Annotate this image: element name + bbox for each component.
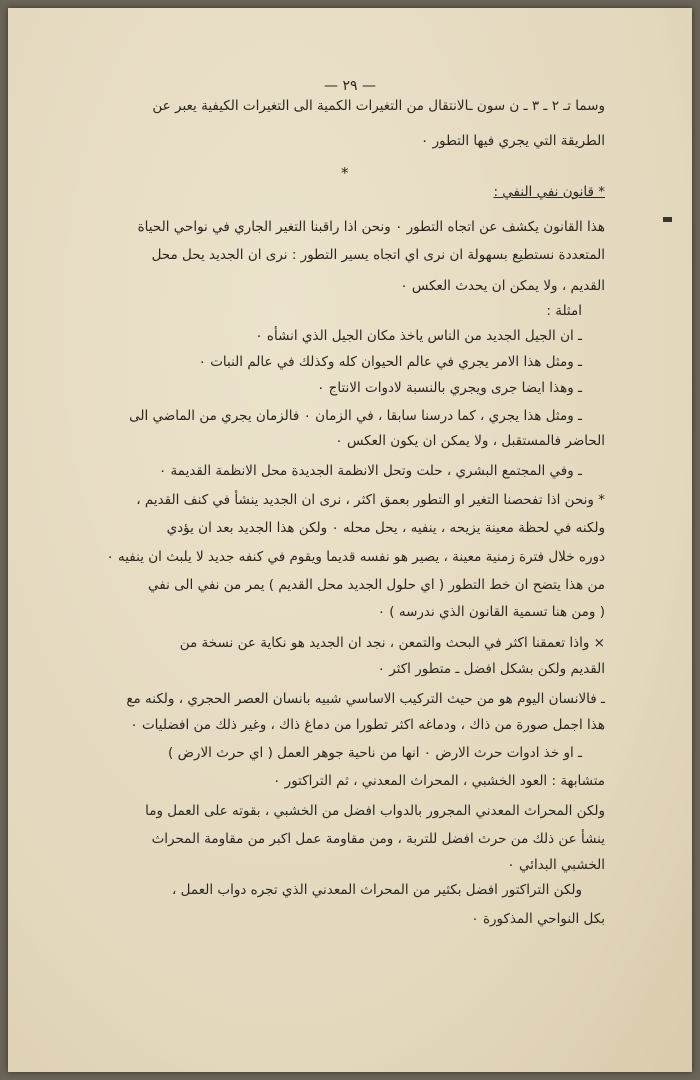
text-line: القديم ، ولا يمكن ان يحدث العكس ٠ (400, 278, 605, 294)
section-separator: * (341, 164, 349, 182)
margin-mark (663, 217, 672, 222)
text-line: ـ وفي المجتمع البشري ، حلت وتحل الانظمة الجديدة محل الانظمة القديمة ٠ (158, 463, 582, 479)
text-line: هذا اجمل صورة من ذاك ، ودماغه اكثر تطورا من دماغ ذاك ، وغير ذلك من افضليات ٠ (130, 717, 605, 733)
text-line: هذا القانون يكشف عن اتجاه التطور ٠ ونحن اذا راقبنا التغير الجاري في نواحي الحياة (137, 219, 605, 235)
text-line: امثلة : (546, 303, 582, 319)
text-line: ـ فالانسان اليوم هو من حيث التركيب الاساسي شبيه بانسان العصر الحجري ، ولكنه مع (126, 691, 605, 707)
text-line: ولكن المحراث المعدني المجرور بالدواب افضل من الخشبي ، بقوته على العمل وما (145, 803, 605, 819)
text-line: ينشأ عن ذلك من حرث افضل للتربة ، ومن مقاومة عمل اكبر من مقاومة المحراث (151, 831, 605, 847)
text-line: ـ ومثل هذا الامر يجري في عالم الحيوان كله وكذلك في عالم النبات ٠ (198, 354, 582, 370)
text-line: بكل النواحي المذكورة ٠ (471, 911, 605, 927)
text-line: الطريقة التي يجري فيها التطور ٠ (421, 133, 605, 149)
text-line: متشابهة : العود الخشبي ، المحراث المعدني ، ثم التراكتور ٠ (273, 773, 605, 789)
text-line: ولكن التراكتور افضل بكثير من المحراث المعدني الذي تجره دواب العمل ، (172, 882, 582, 898)
text-line: القديم ولكن بشكل افضل ـ متطور اكثر ٠ (377, 661, 605, 677)
text-line: ـ او خذ ادوات حرث الارض ٠ انها من ناحية جوهر العمل ( اي حرث الارض ) (168, 745, 582, 761)
text-line: ـ وهذا ايضا جرى ويجري بالنسبة لادوات الانتاج ٠ (317, 380, 582, 396)
text-line: ـ ومثل هذا يجري ، كما درسنا سابقا ، في الزمان ٠ فالزمان يجري من الماضي الى (129, 408, 582, 424)
text-line: المتعددة نستطيع بسهولة ان نرى اي اتجاه يسير التطور : نرى ان الجديد يحل محل (151, 247, 605, 263)
text-line: ولكنه في لحظة معينة يزيحه ، ينفيه ، يحل محله ٠ ولكن هذا الجديد بعد ان يؤدي (166, 520, 605, 536)
text-line: دوره خلال فترة زمنية معينة ، يصير هو نفسه قديما ويقوم في كنفه جديد لا يلبث ان ينفيه ٠ (106, 549, 605, 565)
text-line: من هذا يتضح ان خط التطور ( اي حلول الجديد محل القديم ) يمر من نفي الى نفي (148, 577, 605, 593)
text-line: الخشبي البدائي ٠ (507, 857, 605, 873)
document-page (8, 8, 692, 1072)
text-line: ( ومن هنا تسمية القانون الذي ندرسه ) ٠ (377, 604, 605, 620)
page-number: — ٢٩ — (324, 78, 376, 94)
section-heading: * قانون نفي النفي : (493, 184, 605, 200)
text-line: * ونحن اذا تفحصنا التغير او التطور بعمق اكثر ، نرى ان الجديد ينشأ في كنف القديم ، (136, 492, 605, 508)
text-line: الحاضر فالمستقبل ، ولا يمكن ان يكون العكس ٠ (335, 433, 605, 449)
text-line: وسما تـ ٢ ـ ٣ ـ ن سون ـالانتقال من التغيرات الكمية الى التغيرات الكيفية يعبر عن (152, 98, 605, 114)
text-line: ـ ان الجيل الجديد من الناس ياخذ مكان الجيل الذي انشأه ٠ (255, 328, 582, 344)
text-line: × واذا تعمقنا اكثر في البحث والتمعن ، نجد ان الجديد هو نكاية عن نسخة من (179, 635, 605, 651)
